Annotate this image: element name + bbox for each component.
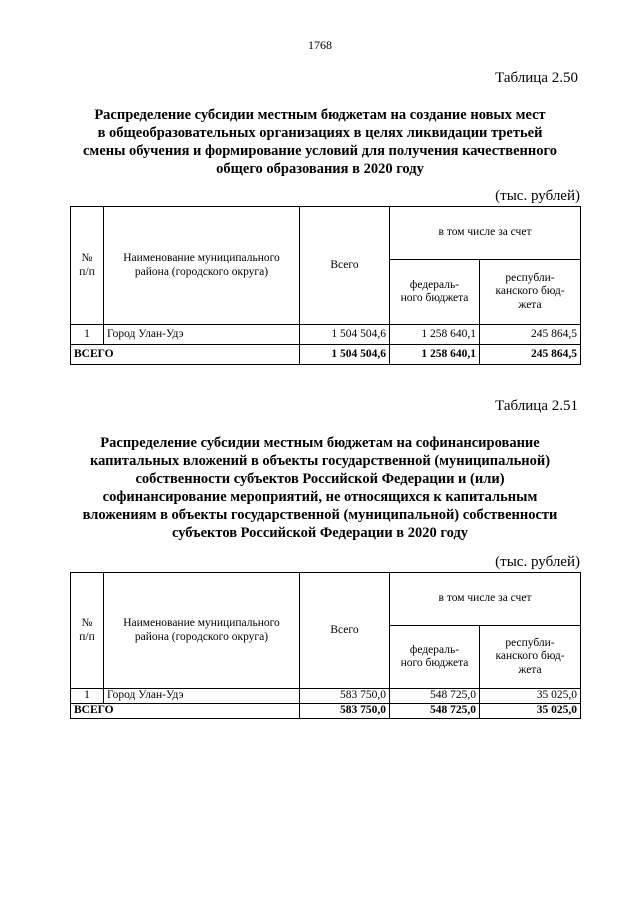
header-including: в том числе за счет <box>390 207 581 260</box>
total-total: 583 750,0 <box>300 704 390 719</box>
page-number: 1768 <box>308 38 332 52</box>
subsidy-table-2-50 <box>70 206 581 365</box>
table-title-2-50 <box>60 106 580 178</box>
row-republic: 35 025,0 <box>480 689 581 704</box>
table-row <box>71 325 581 345</box>
subsidy-table-2-51 <box>70 572 581 719</box>
table-label-2-51: Таблица 2.51 <box>495 398 578 414</box>
title-line: Распределение субсидии местным бюджетам на софинансирование <box>100 435 540 451</box>
header-total: Всего <box>300 207 390 325</box>
title-line: в общеобразовательных организациях в целях ликвидации третьей <box>97 125 543 141</box>
title-line: общего образования в 2020 году <box>216 161 424 177</box>
title-line: вложениям в объекты государственной (муниципальной) собственности <box>82 507 558 523</box>
header-total: Всего <box>300 573 390 689</box>
header-federal: федераль- ного бюджета <box>390 260 480 325</box>
title-line: собственности субъектов Российской Федерации и (или) <box>135 471 505 487</box>
total-label: ВСЕГО <box>71 704 300 719</box>
header-republic: республи- канского бюд- жета <box>480 626 581 689</box>
header-row <box>71 573 581 626</box>
row-total: 583 750,0 <box>300 689 390 704</box>
header-including: в том числе за счет <box>390 573 581 626</box>
row-name: Город Улан-Удэ <box>104 325 300 345</box>
total-row <box>71 704 581 719</box>
total-row <box>71 345 581 365</box>
header-name: Наименование муниципального района (городского округа) <box>104 207 300 325</box>
total-republic: 245 864,5 <box>480 345 581 365</box>
header-row <box>71 207 581 260</box>
row-total: 1 504 504,6 <box>300 325 390 345</box>
title-line: софинансирование мероприятий, не относящихся к капитальным <box>102 489 538 505</box>
row-republic: 245 864,5 <box>480 325 581 345</box>
total-republic: 35 025,0 <box>480 704 581 719</box>
title-line: субъектов Российской Федерации в 2020 году <box>171 525 469 541</box>
row-federal: 1 258 640,1 <box>390 325 480 345</box>
total-total: 1 504 504,6 <box>300 345 390 365</box>
units-label: (тыс. рублей) <box>495 554 580 570</box>
row-federal: 548 725,0 <box>390 689 480 704</box>
header-num: № п/п <box>71 207 104 325</box>
row-name: Город Улан-Удэ <box>104 689 300 704</box>
table-row <box>71 689 581 704</box>
table-label-2-50: Таблица 2.50 <box>495 70 578 86</box>
row-num: 1 <box>71 325 104 345</box>
header-name: Наименование муниципального района (городского округа) <box>104 573 300 689</box>
header-federal: федераль- ного бюджета <box>390 626 480 689</box>
total-federal: 548 725,0 <box>390 704 480 719</box>
header-num: № п/п <box>71 573 104 689</box>
header-republic: республи- канского бюд- жета <box>480 260 581 325</box>
row-num: 1 <box>71 689 104 704</box>
title-line: смены обучения и формирование условий для получения качественного <box>83 143 557 159</box>
units-label: (тыс. рублей) <box>495 188 580 204</box>
total-label: ВСЕГО <box>71 345 300 365</box>
title-line: капитальных вложений в объекты государственной (муниципальной) <box>89 453 551 469</box>
total-federal: 1 258 640,1 <box>390 345 480 365</box>
title-line: Распределение субсидии местным бюджетам на создание новых мест <box>94 107 546 123</box>
table-title-2-51 <box>60 434 580 542</box>
